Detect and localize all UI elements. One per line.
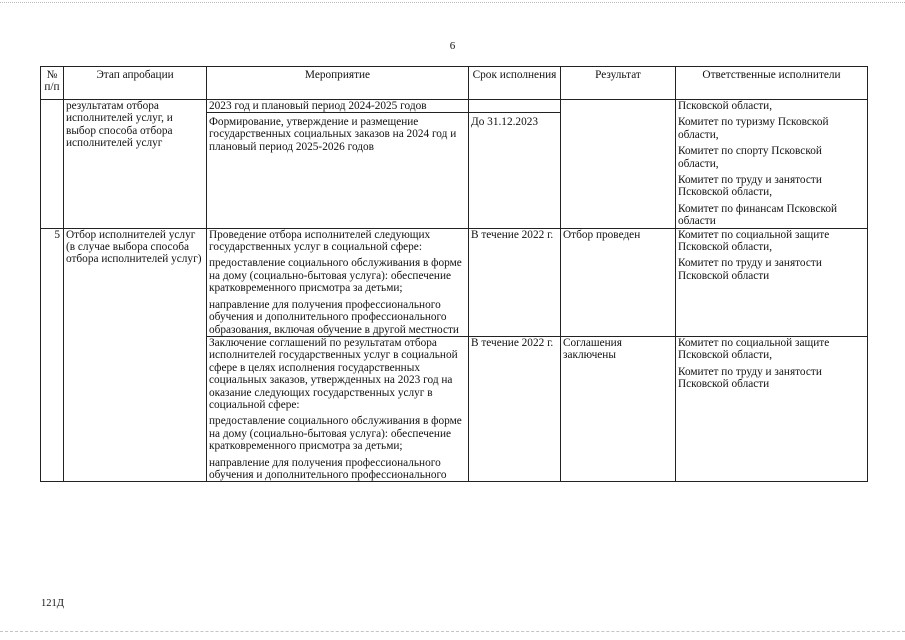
activity-paragraph: предоставление социального обслуживания в форме на дому (социально-бытовая услуга): обеспечение кратковременного присмотра за детьми; (209, 257, 462, 295)
deadline-text: До 31.12.2023 (471, 116, 539, 128)
responsible-cell (676, 228, 868, 336)
activity-cell (207, 336, 469, 481)
activity-paragraph: предоставление социального обслуживания в форме на дому (социально-бытовая услуга): обеспечение кратковременного присмотра за детьми; (209, 415, 462, 453)
stage-cell: результатам отбора исполнителей услуг, и выбор способа отбора исполнителей услуг (64, 100, 207, 229)
result-cell: Соглашения заключены (561, 336, 676, 481)
responsible-cell (676, 336, 868, 481)
deadline-cell: В течение 2022 г. (469, 336, 561, 481)
responsible-entry: Комитет по финансам Псковской области (678, 202, 838, 228)
header-num: № п/п (41, 67, 64, 100)
activity-paragraph: направление для получения профессионального обучения и дополнительного профессионального (209, 456, 447, 481)
document-code: 121Д (41, 598, 64, 609)
header-activity: Мероприятие (207, 67, 469, 100)
table-header-row (41, 67, 868, 100)
header-stage: Этап апробации (64, 67, 207, 100)
row-number-cell (41, 100, 64, 229)
scan-top-edge (0, 2, 905, 3)
activity-text: Формирование, утверждение и размещение государственных социальных заказов на 2024 год и плановый период 2025-2026 годов (209, 116, 457, 153)
activity-period-line: 2023 год и плановый период 2024-2025 годов (207, 100, 468, 113)
responsible-entry: Комитет по социальной защите Псковской области, (678, 336, 830, 362)
approbation-plan-table (40, 66, 868, 482)
responsible-entry: Комитет по социальной защите Псковской области, (678, 228, 830, 254)
activity-paragraph: Проведение отбора исполнителей следующих государственных услуг в социальной сфере: (209, 228, 431, 254)
result-cell: Отбор проведен (561, 228, 676, 336)
responsible-entry: Псковской области, (678, 100, 773, 112)
result-cell (561, 100, 676, 229)
responsible-entry: Комитет по туризму Псковской области, (678, 116, 829, 141)
stage-cell: Отбор исполнителей услуг (в случае выбора способа отбора исполнителей услуг) (64, 228, 207, 482)
table-row (41, 100, 868, 229)
header-result: Результат (561, 67, 676, 100)
activity-cell (207, 100, 469, 229)
page-number: 6 (449, 40, 456, 52)
activity-paragraph: направление для получения профессионального обучения и дополнительного профессионального образования, включая обучение в другой местности (209, 298, 459, 336)
activity-cell (207, 228, 469, 336)
responsible-entry: Комитет по труду и занятости Псковской области (678, 257, 822, 282)
responsible-cell (676, 100, 868, 229)
deadline-empty-segment (469, 100, 560, 113)
activity-paragraph: Заключение соглашений по результатам отбора исполнителей государственных услуг в социальной сфере в целях исполнения государственных социальных заказов, утвержденных на 2023 год на оказание следующих государственных услуг в социальной сфере: (209, 336, 458, 411)
responsible-entry: Комитет по труду и занятости Псковской области, (678, 174, 822, 199)
header-deadline: Срок исполнения (469, 67, 561, 100)
responsible-entry: Комитет по спорту Псковской области, (678, 145, 822, 170)
deadline-cell (469, 100, 561, 229)
header-responsible: Ответственные исполнители (676, 67, 868, 100)
responsible-entry: Комитет по труду и занятости Псковской области (678, 365, 822, 391)
deadline-cell: В течение 2022 г. (469, 228, 561, 336)
table-row (41, 228, 868, 336)
scan-bottom-edge (0, 631, 905, 632)
row-number-cell: 5 (41, 228, 64, 482)
